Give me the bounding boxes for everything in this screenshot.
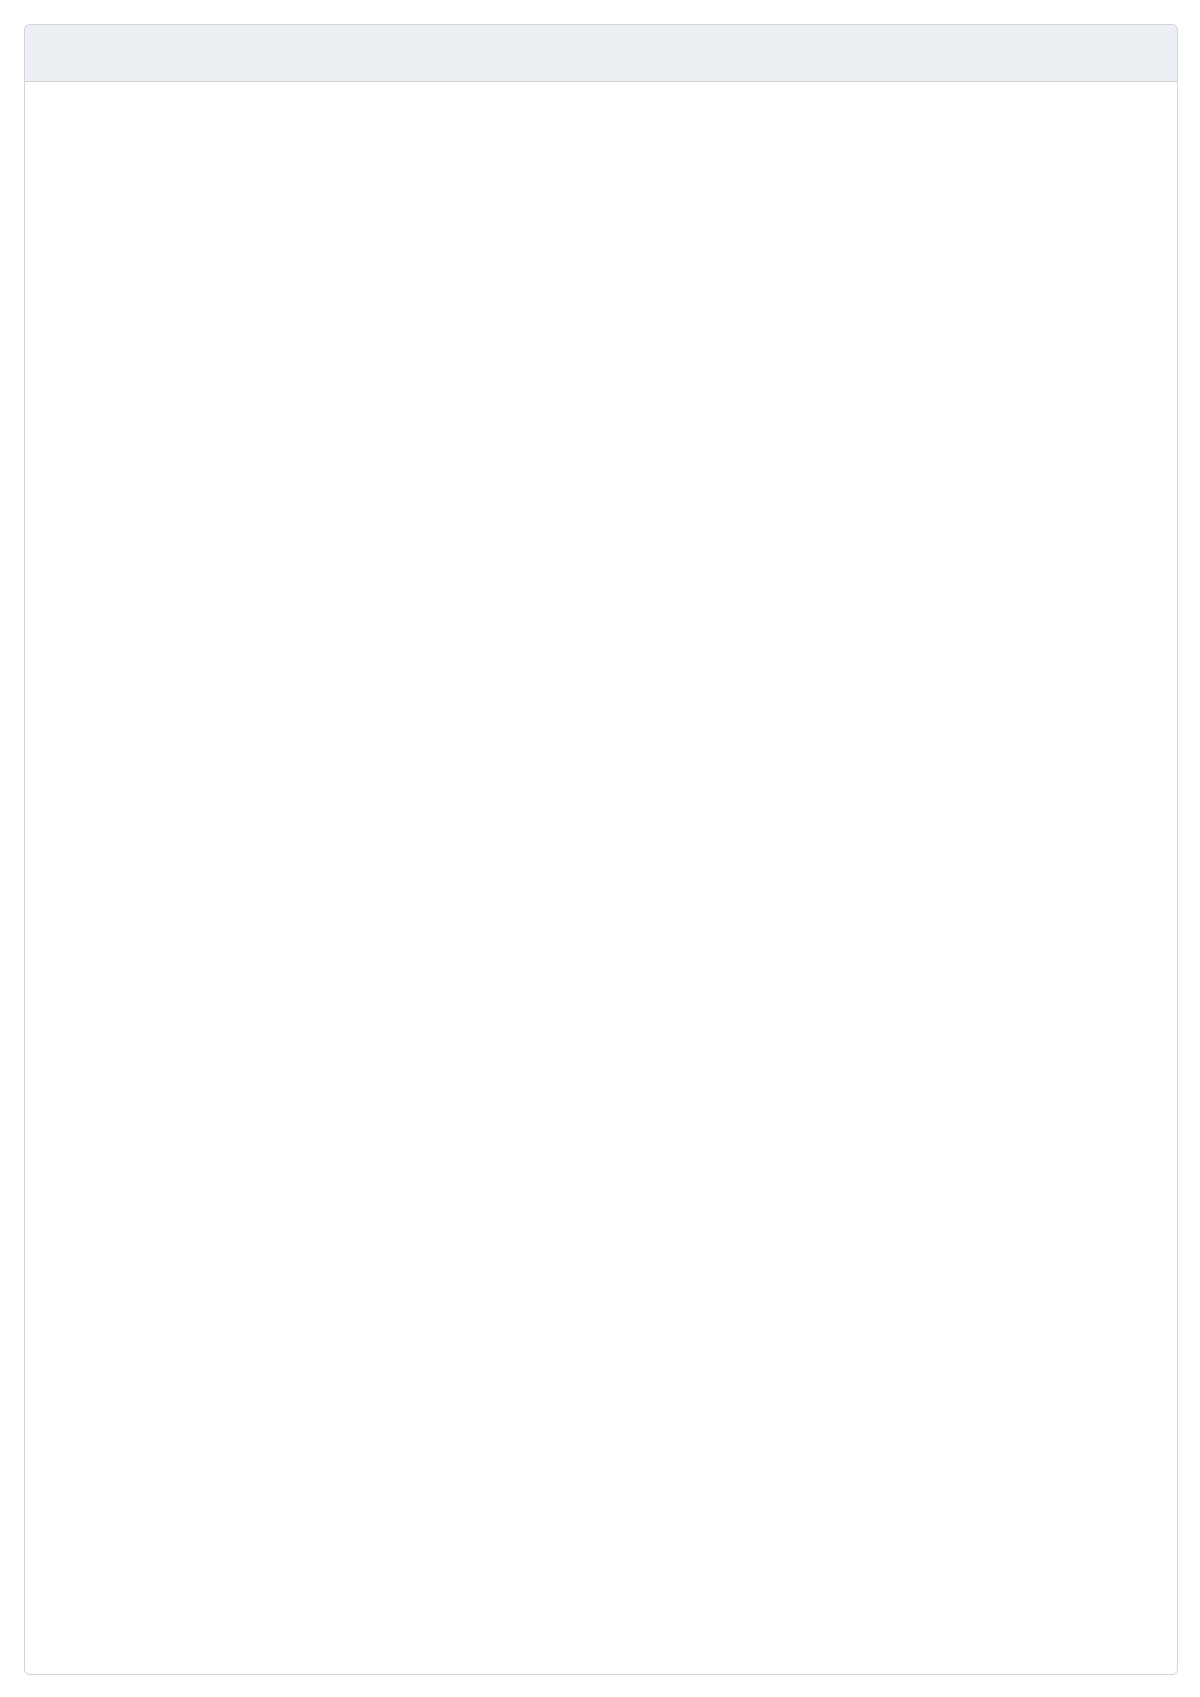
content-area — [25, 82, 1177, 1674]
application-window — [24, 24, 1178, 1675]
window-title — [25, 25, 1177, 82]
